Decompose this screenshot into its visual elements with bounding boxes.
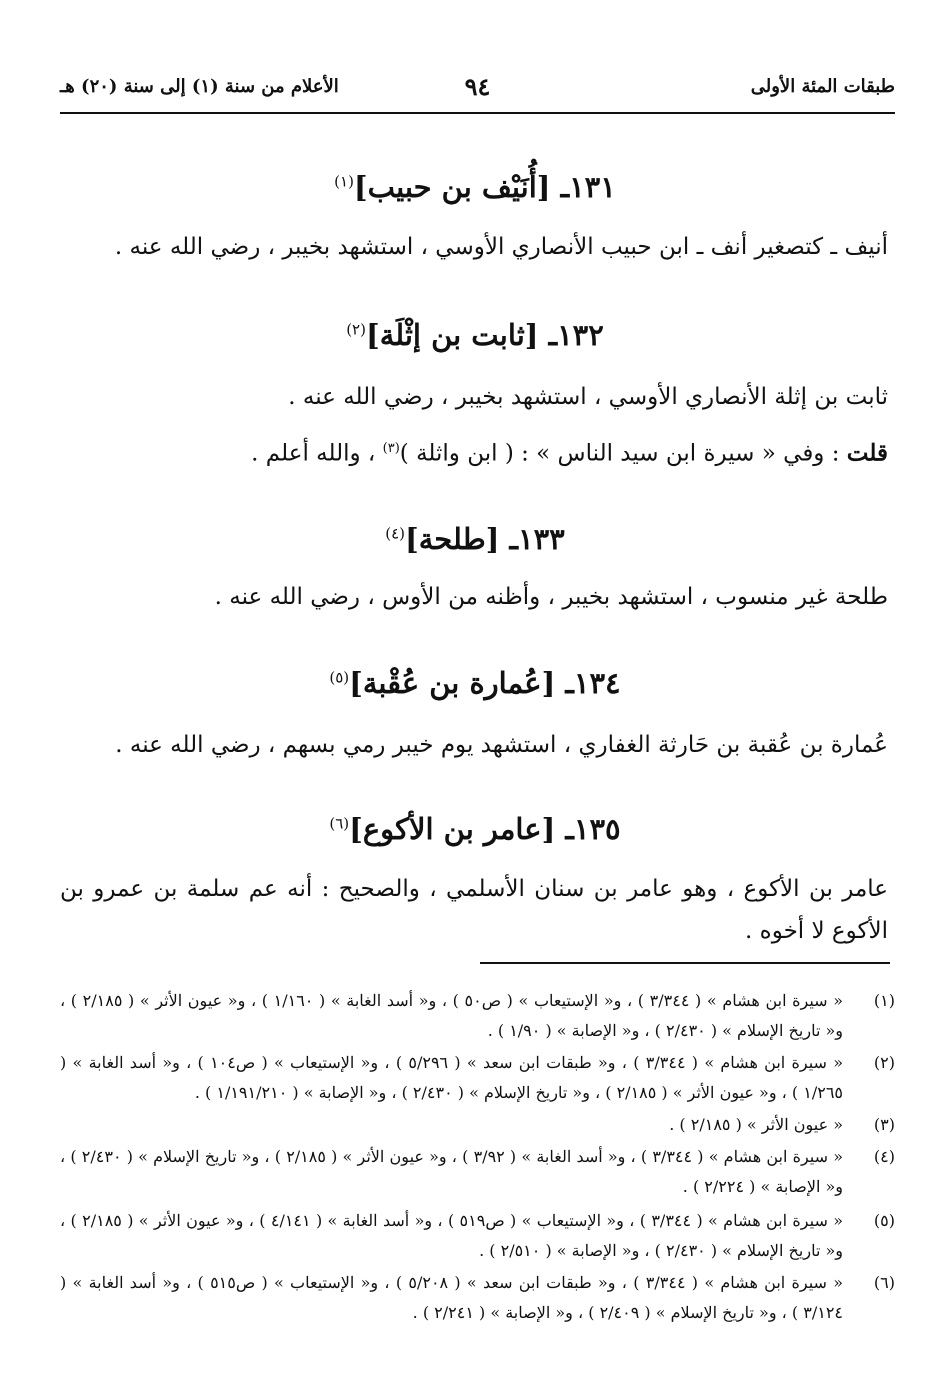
footnote-5 [60, 1206, 895, 1266]
footnote-6 [60, 1268, 895, 1328]
footnote-text: « سيرة ابن هشام » ( ٣/٣٤٤ ) ، و« طبقات ابن سعد » ( ٥/٢٩٦ ) ، و« الإستيعاب » ( ص١٠٤ ) ، و« أسد الغابة » ( ١/٢٦٥ ) ، و« عيون الأثر » ( ٢/١٨٥ ) ، و« تاريخ الإسلام » ( ٢/٤٣٠ ) ، و« الإصابة » ( ١/١٩١/٢١٠ ) . [60, 1053, 844, 1102]
entry-body-134: عُمارة بن عُقبة بن حَارثة الغفاري ، استشهد يوم خيبر رمي بسهم ، رضي الله عنه . [115, 732, 888, 758]
entry-body-131: أنيف ـ كتصغير أنف ـ ابن حبيب الأنصاري الأوسي ، استشهد بخيبر ، رضي الله عنه . [114, 234, 888, 260]
qult-label: قلت [846, 439, 888, 467]
entry-title-text: ١٣٥ـ [عامر بن الأكوع] [349, 812, 621, 846]
footnote-1 [60, 986, 895, 1046]
footnote-text: « سيرة ابن هشام » ( ٣/٣٤٤ ) ، و« أسد الغابة » ( ٣/٩٢ ) ، و« عيون الأثر » ( ٢/١٨٥ ) ، و« تاريخ الإسلام » ( ٢/٤٣٠ ) ، و« الإصابة » ( ٢/٢٢٤ ) . [60, 1147, 843, 1196]
entry-title-135 [60, 812, 890, 846]
footnote-text: « سيرة ابن هشام » ( ٣/٣٤٤ ) ، و« الإستيعاب » ( ص٥١٩ ) ، و« أسد الغابة » ( ٤/١٤١ ) ، و« عيون الأثر » ( ٢/١٨٥ ) ، و« تاريخ الإسلام » ( ٢/٤٣٠ ) ، و« الإصابة » ( ٢/٥١٠ ) . [60, 1211, 844, 1260]
entry-body-135-line-2: الأكوع لا أخوه . [745, 918, 888, 944]
footnote-number: (٦) [873, 1273, 895, 1292]
footnote-3 [60, 1110, 895, 1140]
footnote-ref: (٤) [385, 524, 406, 543]
footnote-2 [60, 1048, 895, 1108]
footnote-text: « سيرة ابن هشام » ( ٣/٣٤٤ ) ، و« طبقات ابن سعد » ( ٥/٢٠٨ ) ، و« الإستيعاب » ( ص٥١٥ ) ، و« أسد الغابة » ( ٣/١٢٤ ) ، و« تاريخ الإسلام » ( ٢/٤٠٩ ) ، و« الإصابة » ( ٢/٢٤١ ) . [60, 1273, 844, 1322]
qult-text-b: ، والله أعلم . [251, 440, 383, 467]
entry-body-133: طلحة غير منسوب ، استشهد بخيبر ، وأظنه من الأوس ، رضي الله عنه . [214, 584, 888, 610]
footnote-text: « سيرة ابن هشام » ( ٣/٣٤٤ ) ، و« الإستيعاب » ( ص٥٠ ) ، و« أسد الغابة » ( ١/١٦٠ ) ، و« عيون الأثر » ( ٢/١٨٥ ) ، و« تاريخ الإسلام » ( ٢/٤٣٠ ) ، و« الإصابة » ( ١/٩٠ ) . [60, 991, 843, 1040]
section-title: الأعلام من سنة (١) إلى سنة (٢٠) هـ [60, 76, 339, 97]
footnote-ref: (٣) [382, 441, 400, 456]
footnote-ref: (٦) [329, 814, 350, 833]
book-title: طبقات المئة الأولى [750, 76, 895, 97]
page-number: ٩٤ [464, 72, 491, 101]
entry-title-text: ١٣١ـ [أُنَيْف بن حبيب] [353, 170, 616, 204]
footnote-number: (٥) [873, 1211, 895, 1230]
entry-title-text: ١٣٢ـ [ثابت بن إثْلَة] [365, 318, 604, 352]
footnote-4 [60, 1142, 895, 1202]
qult-text-a: : وفي « سيرة ابن سيد الناس » : ( ابن واثلة ) [399, 440, 847, 467]
entry-title-text: ١٣٤ـ [عُمارة بن عُقْبة] [349, 666, 621, 700]
footnote-number: (٤) [873, 1147, 895, 1166]
footnote-ref: (٢) [346, 320, 366, 339]
footnote-number: (٣) [873, 1115, 895, 1134]
entry-title-134 [60, 666, 890, 700]
qult-note-132 [60, 432, 888, 471]
footnote-separator [480, 962, 890, 964]
footnote-ref: (١) [334, 172, 354, 191]
entry-body-132: ثابت بن إثلة الأنصاري الأوسي ، استشهد بخيبر ، رضي الله عنه . [288, 384, 888, 410]
entry-title-text: ١٣٣ـ [طلحة] [405, 522, 565, 556]
entry-title-133 [60, 522, 890, 556]
footnote-ref: (٥) [329, 668, 350, 687]
footnote-number: (٢) [873, 1053, 895, 1072]
footnote-number: (١) [873, 991, 895, 1010]
page-header [60, 70, 895, 114]
entry-title-132 [60, 318, 890, 352]
footnote-text: « عيون الأثر » ( ٢/١٨٥ ) . [669, 1115, 843, 1134]
entry-title-131 [60, 170, 890, 204]
entry-body-135-line-1: عامر بن الأكوع ، وهو عامر بن سنان الأسلمي ، والصحيح : أنه عم سلمة بن عمرو بن [60, 876, 888, 902]
